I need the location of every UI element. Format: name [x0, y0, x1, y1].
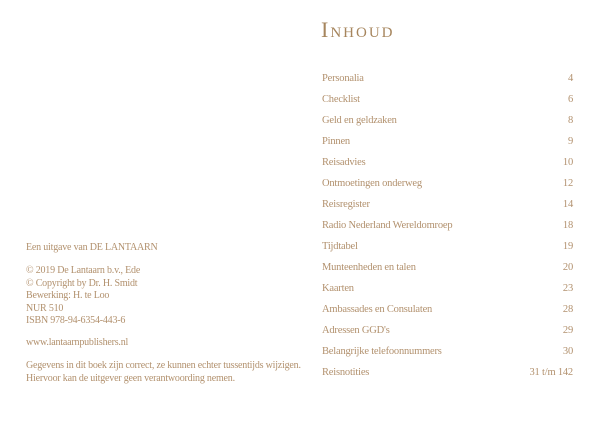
toc-entry-page: 9: [567, 136, 573, 147]
toc-entry-page: 23: [562, 283, 573, 294]
toc-entry-label: Ontmoetingen onderweg: [322, 178, 422, 189]
toc-entry-page: 19: [562, 241, 573, 252]
toc-row: [322, 299, 573, 320]
toc-entry-label: Reisadvies: [322, 157, 366, 168]
toc-entry-label: Munteenheden en talen: [322, 262, 416, 273]
toc-entry-label: Checklist: [322, 94, 360, 105]
toc-row: [322, 173, 573, 194]
toc-row: [322, 278, 573, 299]
imprint-line: © 2019 De Lantaarn b.v., Ede: [26, 265, 141, 277]
toc-entry-page: 18: [562, 220, 573, 231]
imprint-line: NUR 510: [26, 302, 64, 314]
toc-entry-page: 30: [562, 346, 573, 357]
toc-entry-label: Adressen GGD's: [322, 325, 390, 336]
toc-row: [322, 152, 573, 173]
disclaimer-line: Hiervoor kan de uitgever geen verantwoording nemen.: [26, 372, 235, 384]
colophon-block: [26, 242, 301, 385]
toc-entry-page: 10: [562, 157, 573, 168]
toc-entry-page: 8: [567, 115, 573, 126]
toc-row: [322, 89, 573, 110]
toc-row: [322, 236, 573, 257]
publisher-line: Een uitgave van DE LANTAARN: [26, 242, 158, 253]
publisher-website: www.lantaarnpublishers.nl: [26, 337, 129, 349]
toc-entry-page: 29: [562, 325, 573, 336]
toc-row: [322, 320, 573, 341]
toc-entry-label: Personalia: [322, 73, 364, 84]
toc-entry-label: Reisnotities: [322, 367, 370, 378]
toc-entry-label: Pinnen: [322, 136, 350, 147]
toc-row: [322, 110, 573, 131]
toc-entry-label: Geld en geldzaken: [322, 115, 397, 126]
toc-entry-page: 20: [562, 262, 573, 273]
imprint-line: ISBN 978-94-6354-443-6: [26, 315, 126, 327]
toc-entry-page: 31 t/m 142: [529, 367, 573, 378]
imprint-line: © Copyright by Dr. H. Smidt: [26, 277, 138, 289]
disclaimer-line: Gegevens in dit boek zijn correct, ze kunnen echter tussentijds wijzigen.: [26, 359, 301, 371]
toc-list: [322, 68, 573, 383]
toc-entry-label: Kaarten: [322, 283, 354, 294]
toc-row: [322, 68, 573, 89]
toc-row: [322, 215, 573, 236]
toc-entry-page: 28: [562, 304, 573, 315]
toc-row: [322, 341, 573, 362]
toc-entry-label: Ambassades en Consulaten: [322, 304, 433, 315]
toc-entry-label: Tijdtabel: [322, 241, 358, 252]
toc-entry-page: 12: [562, 178, 573, 189]
toc-entry-page: 4: [567, 73, 573, 84]
toc-row: [322, 131, 573, 152]
toc-entry-label: Radio Nederland Wereldomroep: [322, 220, 453, 231]
toc-entry-label: Belangrijke telefoonnummers: [322, 346, 442, 357]
toc-row: [322, 362, 573, 383]
disclaimer-block: [26, 360, 301, 386]
toc-title: Inhoud: [321, 17, 395, 42]
imprint-block: [26, 265, 301, 327]
imprint-line: Bewerking: H. te Loo: [26, 290, 110, 302]
toc-entry-page: 14: [562, 199, 573, 210]
toc-row: [322, 257, 573, 278]
toc-entry-page: 6: [567, 94, 573, 105]
toc-entry-label: Reisregister: [322, 199, 370, 210]
toc-row: [322, 194, 573, 215]
